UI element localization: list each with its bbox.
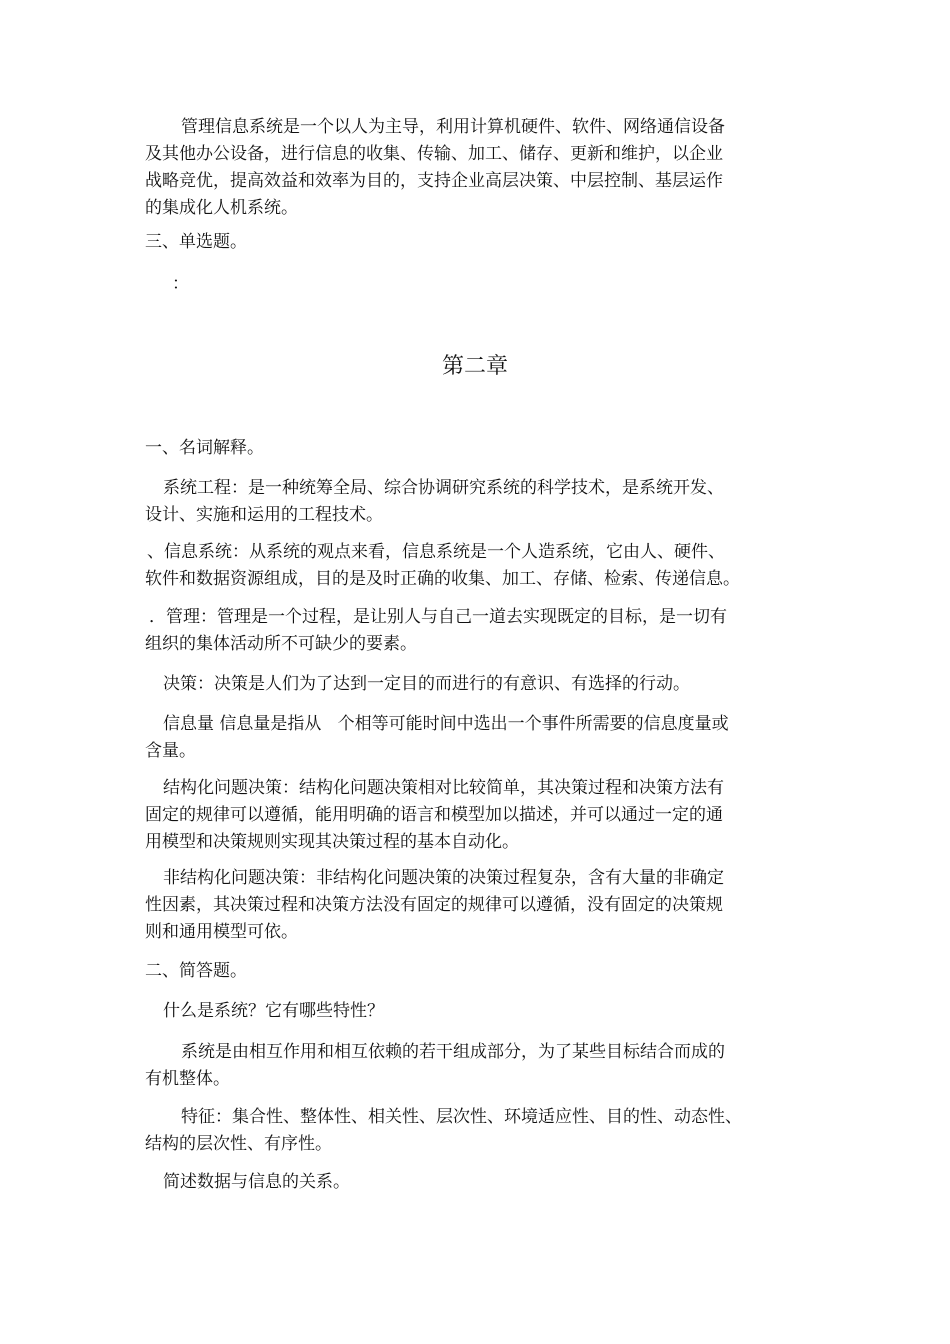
section-heading-text: 二、简答题。: [145, 961, 247, 981]
term-line: 组织的集体活动所不可缺少的要素。: [145, 634, 417, 654]
mis-definition-line-1: 管理信息系统是一个以人为主导，利用计算机硬件、软件、网络通信设备: [181, 117, 725, 137]
term-line: 用模型和决策规则实现其决策过程的基本自动化。: [145, 832, 519, 852]
term-information-quantity: [145, 711, 825, 765]
term-line: 非结构化问题决策：非结构化问题决策的决策过程复杂，含有大量的非确定: [163, 868, 724, 888]
answer-line: 有机整体。: [145, 1069, 230, 1089]
answer-line: 系统是由相互作用和相互依赖的若干组成部分，为了某些目标结合而成的: [181, 1042, 725, 1062]
term-line: 则和通用模型可依。: [145, 922, 298, 942]
answer-line: 特征：集合性、整体性、相关性、层次性、环境适应性、目的性、动态性、: [181, 1107, 742, 1127]
term-management: [145, 604, 825, 658]
term-line: 、信息系统：从系统的观点来看，信息系统是一个人造系统，它由人、硬件、: [147, 542, 725, 562]
answer-system-characteristics: [145, 1104, 825, 1158]
answer-line: 结构的层次性、有序性。: [145, 1134, 332, 1154]
section-heading-short-answer: [145, 958, 825, 985]
mis-definition-paragraph: [145, 114, 825, 222]
section-heading-terms: [145, 435, 825, 462]
question-text: 什么是系统？它有哪些特性？: [163, 1001, 384, 1021]
term-information-system: [145, 539, 825, 593]
term-line: 软件和数据资源组成，目的是及时正确的收集、加工、存储、检索、传递信息。: [145, 569, 740, 589]
term-structured-decision: [145, 775, 825, 856]
mis-definition-line-4: 的集成化人机系统。: [145, 198, 298, 218]
term-line: 固定的规律可以遵循，能用明确的语言和模型加以描述，并可以通过一定的通: [145, 805, 723, 825]
term-system-engineering: [145, 475, 825, 529]
mis-definition-line-2: 及其他办公设备，进行信息的收集、传输、加工、储存、更新和维护，以企业: [145, 144, 723, 164]
term-line: ．管理：管理是一个过程，是让别人与自己一道去实现既定的目标，是一切有: [149, 607, 727, 627]
term-line: 决策：决策是人们为了达到一定目的而进行的有意识、有选择的行动。: [163, 674, 690, 694]
question-data-information: [145, 1169, 825, 1196]
term-line: 系统工程：是一种统筹全局、综合协调研究系统的科学技术，是系统开发、: [163, 478, 724, 498]
question-system: [145, 998, 825, 1025]
term-decision: [145, 671, 825, 698]
term-unstructured-decision: [145, 865, 825, 946]
chapter-title: 第二章: [441, 354, 508, 379]
colon-mark: ：: [172, 274, 189, 294]
section-heading-text: 三、单选题。: [145, 232, 247, 252]
term-line: 性因素，其决策过程和决策方法没有固定的规律可以遵循，没有固定的决策规: [145, 895, 723, 915]
answer-system-definition: [145, 1039, 825, 1093]
term-line: 含量。: [145, 741, 196, 761]
term-line: 信息量 信息量是指从 个相等可能时间中选出一个事件所需要的信息度量或: [163, 714, 729, 734]
mis-definition-line-3: 战略竞优，提高效益和效率为目的，支持企业高层决策、中层控制、基层运作: [145, 171, 723, 191]
section-heading-text: 一、名词解释。: [145, 438, 264, 458]
term-line: 结构化问题决策：结构化问题决策相对比较简单，其决策过程和决策方法有: [163, 778, 724, 798]
section-heading-single-choice: [145, 229, 825, 256]
question-text: 简述数据与信息的关系。: [163, 1172, 350, 1192]
term-line: 设计、实施和运用的工程技术。: [145, 505, 383, 525]
